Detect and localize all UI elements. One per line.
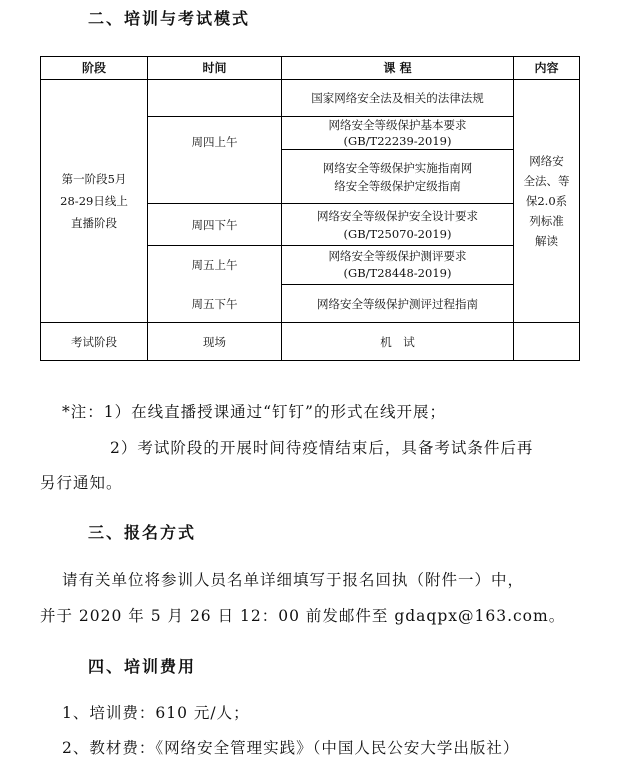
- exam-stage: 考试阶段: [71, 334, 117, 349]
- section2-heading: 二、培训与考试模式: [88, 9, 251, 28]
- time-thu-pm: 周四下午: [191, 217, 238, 232]
- section4-heading: 四、培训费用: [88, 657, 197, 676]
- course-2-line-2: (GB/T22239-2019): [343, 134, 452, 148]
- content-line-3: 保2.0系: [525, 194, 568, 208]
- course-5-line-1: 网络安全等级保护测评要求: [328, 249, 467, 263]
- time-fri-am: 周五上午: [191, 258, 238, 272]
- stage-1-cell: [41, 80, 147, 322]
- course-6: [282, 285, 513, 322]
- time-fri-pm: 周五下午: [191, 296, 238, 311]
- stage-1-line-3: 直播阶段: [71, 216, 117, 230]
- fee-item-1: 1、培训费：610 元/人；: [62, 704, 250, 722]
- course-3-line-1: 网络安全等级保护实施指南网: [322, 160, 473, 175]
- content-line-5: 解读: [535, 234, 558, 248]
- time-thu-am: 周四上午: [191, 134, 238, 149]
- exam-course: 机 试: [380, 334, 415, 349]
- course-4-line-1: 网络安全等级保护安全设计要求: [317, 208, 478, 223]
- schedule-table: [40, 56, 580, 361]
- course-1-line-1: 国家网络安全法及相关的法律法规: [311, 91, 484, 105]
- content-line-2: 全法、等: [523, 174, 570, 188]
- course-2: [282, 117, 513, 149]
- exam-content: [514, 323, 579, 360]
- course-4-line-2: (GB/T25070-2019): [343, 226, 452, 241]
- header-time: 时间: [202, 61, 227, 75]
- course-5-line-2: (GB/T28448-2019): [343, 266, 452, 280]
- course-1: [282, 80, 513, 116]
- fee-item-2: 2、教材费：《网络安全管理实践》（中国人民公安大学出版社）: [62, 739, 520, 757]
- course-3: [282, 150, 513, 203]
- stage-1-line-1: 第一阶段5月: [61, 172, 127, 186]
- section3-heading: 三、报名方式: [88, 523, 197, 542]
- content-line-1: 网络安: [529, 154, 564, 168]
- course-3-line-2: 络安全等级保护定级指南: [334, 178, 461, 193]
- content-line-4: 列标准: [529, 214, 564, 228]
- header-content: 内容: [534, 61, 559, 75]
- content-cell: [514, 80, 579, 322]
- note-2-line-2: 另行通知。: [40, 474, 123, 492]
- exam-time: 现场: [203, 334, 226, 349]
- course-2-line-1: 网络安全等级保护基本要求: [328, 118, 467, 132]
- header-course: 课 程: [383, 61, 412, 75]
- note-2-line-1: 2）考试阶段的开展时间待疫情结束后，具备考试条件后再: [110, 439, 534, 457]
- course-6-line-1: 网络安全等级保护测评过程指南: [317, 296, 478, 311]
- course-4: [282, 204, 513, 245]
- header-stage: 阶段: [81, 61, 106, 75]
- course-5: [282, 246, 513, 284]
- stage-1-line-2: 28-29日线上: [60, 194, 128, 208]
- registration-line-2: 并于 2020 年 5 月 26 日 12：00 前发邮件至 gdaqpx@163.com。: [40, 607, 566, 625]
- note-1: *注：1）在线直播授课通过“钉钉”的形式在线开展；: [62, 403, 446, 421]
- registration-line-1: 请有关单位将参训人员名单详细填写于报名回执（附件一）中，: [62, 571, 525, 589]
